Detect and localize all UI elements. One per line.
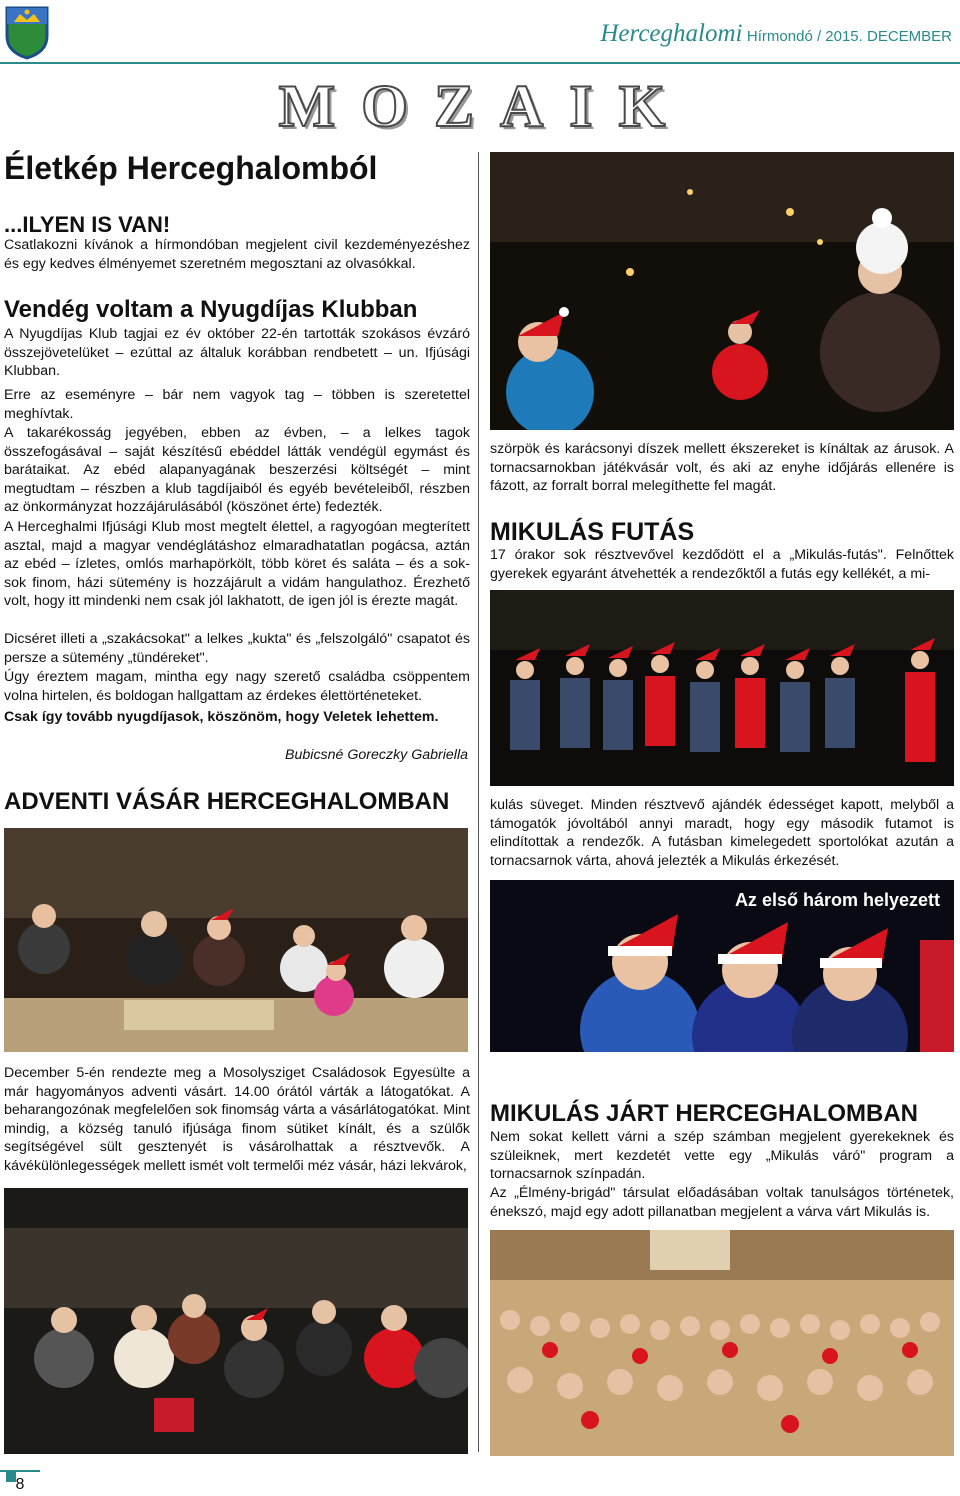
article-subtitle: ...ILYEN IS VAN! — [4, 212, 171, 237]
masthead-issue: Hírmondó / 2015. DECEMBER — [746, 28, 952, 45]
paragraph: 17 órakor sok résztvevővel kezdődött el a „Mikulás-futás". Felnőttek gyerekek egyaránt átvehették a rendezőktől a futás egy kellékét, a mi- — [490, 547, 954, 582]
paragraph: A Herceghalmi Ifjúsági Klub most megtelt élettel, a ragyogóan megterített asztal, majd a magyar vendéglátáshoz elmaradhatatlan pogácsa, aztán az ebéd – ízletes, omlós marhapörkölt, több köret és saláta – és a sok-sok finom, házi sütemény is hozzájárult a vidám hangulathoz. Érezhető volt, hogy itt mindenki nem csak jól lakhatott, de igen jól is érezte magát. — [4, 519, 470, 610]
photo-market-crowd — [4, 1188, 468, 1454]
photo-santa-run — [490, 590, 954, 786]
paragraph: Dicséret illeti a „szakácsokat" a lelkes „kukta" és „felszolgáló" csapatot és persze a sütemény „tündéreket". — [4, 631, 470, 666]
author: Bubicsné Goreczky Gabriella — [285, 747, 468, 763]
photo-caption: Az első három helyezett — [734, 890, 940, 910]
photo-advent-market — [4, 828, 468, 1052]
paragraph-bold: Csak így tovább nyugdíjasok, köszönöm, hogy Veletek lehettem. — [4, 709, 439, 725]
article-intro: Csatlakozni kívánok a hírmondóban megjelent civil kezdeményezéshez és egy kedves élményemet szeretném megosztani az olvasókkal. — [4, 237, 470, 272]
paragraph: A Nyugdíjas Klub tagjai ez év október 22-én tartották szokásos évzáró összejövetelüket – ezúttal az általuk korábban rendbetett – un. Ifjúsági Klubban. — [4, 326, 470, 380]
photo-night-market — [490, 152, 954, 430]
section-heading: Vendég voltam a Nyugdíjas Klubban — [4, 296, 418, 323]
masthead-brand: Herceghalomi — [600, 20, 743, 47]
page-number — [0, 1470, 40, 1496]
page-number-text: 8 — [15, 1476, 25, 1493]
photo-hall-audience — [490, 1230, 954, 1456]
coat-of-arms-logo — [4, 2, 50, 60]
paragraph: Úgy éreztem magam, mintha egy nagy szerető családba csöppentem volna hirtelen, és boldogan hallgattam az érdekes élettörténeteket. — [4, 669, 470, 704]
paragraph: December 5-én rendezte meg a Mosolysziget Családosok Egyesülte a már hagyományos adventi vásárt. 14.00 órától várták a látogatókat. A beharangozónak megfelelően sok finomság várta a vásárlátogatókat. Mint mindig, a község tanuló ifjúsága finom sütiket kínált, és a szülők segítségével sült gesztenyét is vásárolhattak a résztvevők. A kávékülönlegességek mellett ismét volt termelői méz vásár, házi lekvárok, — [4, 1065, 470, 1174]
article-title: MIKULÁS FUTÁS — [490, 518, 695, 546]
photo-winners — [490, 880, 954, 1052]
paragraph: szörpök és karácsonyi díszek mellett ékszereket is kínáltak az árusok. A tornacsarnokban játékvásár volt, és aki az enyhe időjárás ellenére is fázott, az forralt borral melegíthette fel magát. — [490, 441, 954, 495]
article-title: MIKULÁS JÁRT HERCEGHALOMBAN — [490, 1100, 918, 1127]
column-divider — [478, 152, 479, 1452]
paragraph: kulás süveget. Minden résztvevő ajándék édességet kapott, melyből a támogatók jóvoltából annyi maradt, hogy egy második futamot is elindítottak a rendezők. A futásban kimelegedett sportolókat azután a tornacsarnok várta, ahová jelezték a Mikulás érkezését. — [490, 797, 954, 869]
article-title: ADVENTI VÁSÁR HERCEGHALOMBAN — [4, 788, 450, 815]
masthead — [600, 20, 952, 48]
paragraph: Az „Élmény-brigád" társulat előadásában voltak tanulságos történetek, énekszó, majd egy adott pillanatban megjelent a várva várt Mikulás is. — [490, 1185, 954, 1220]
paragraph: A takarékosság jegyében, ebben az évben, – a lelkes tagok összefogásával – saját készítésű ebéddel látták vendégül egymást és barátaikat. Az ebéd alapanyagának beszerzési költségét – mint megtudtam – részben a klub tagdíjaiból és egyéb bevételeiből, részben az önkormányzat hozzájárulásából (köszönet érte) fedezték. — [4, 425, 470, 516]
section-title: MOZAIK — [278, 73, 692, 139]
paragraph: Erre az eseményre – bár nem vagyok tag – többen is szeretettel meghívtak. — [4, 387, 470, 422]
paragraph: Nem sokat kellett várni a szép számban megjelent gyerekeknek és szüleiknek, mert kezdetét vette egy „Mikulás váró" program a tornacsarnok színpadán. — [490, 1129, 954, 1183]
header-divider — [0, 62, 960, 64]
article-title: Életkép Herceghalomból — [4, 150, 378, 186]
